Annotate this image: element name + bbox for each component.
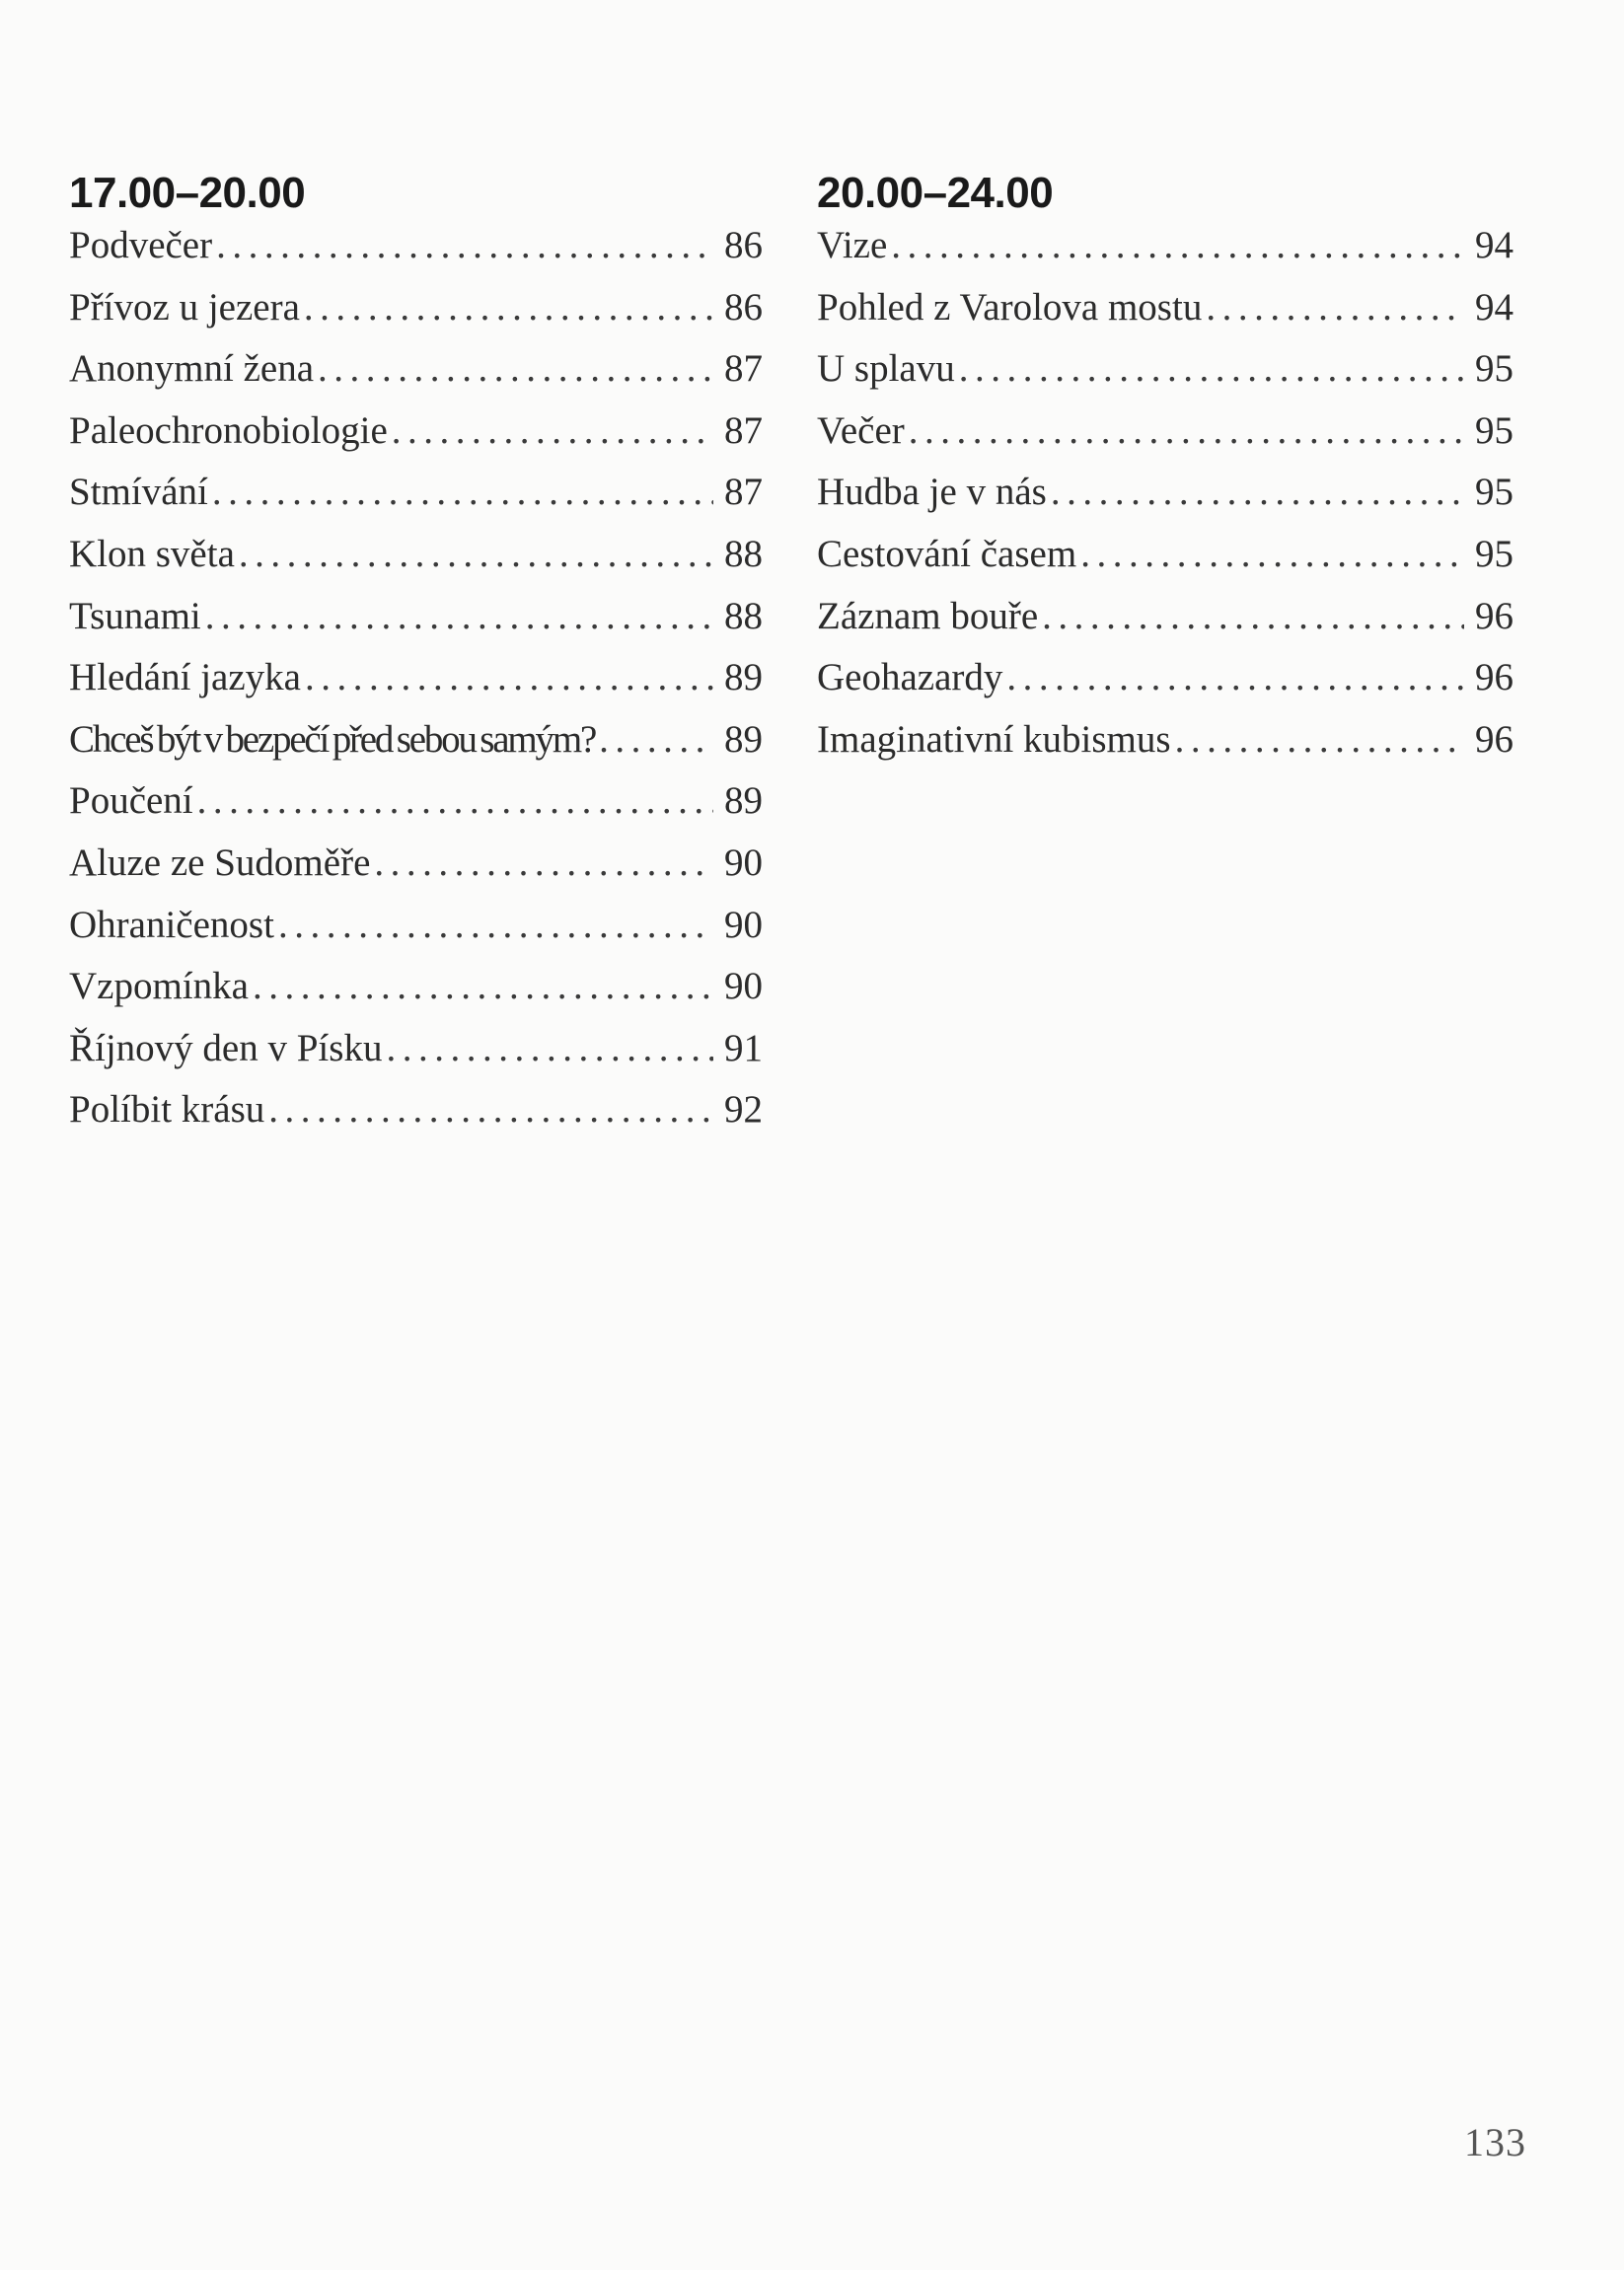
toc-entry-page: 89	[724, 779, 763, 823]
toc-entry-title: Hledání jazyka	[69, 656, 301, 699]
toc-entry-page: 96	[1475, 594, 1513, 637]
toc-entry-page: 89	[724, 717, 763, 761]
toc-entry[interactable]	[69, 1026, 763, 1088]
dot-leader	[212, 470, 713, 514]
toc-list	[69, 223, 763, 1149]
toc-entry-title: Pohled z Varolova mostu	[817, 285, 1203, 329]
toc-entry-title: Přívoz u jezera	[69, 285, 300, 329]
dot-leader	[1006, 655, 1464, 699]
dot-leader	[392, 408, 713, 453]
dot-leader	[205, 594, 713, 638]
toc-entry-title: Záznam bouře	[817, 594, 1039, 637]
toc-entry[interactable]	[69, 346, 763, 408]
toc-entry-title: U splavu	[817, 347, 955, 391]
toc-entry[interactable]	[69, 1087, 763, 1149]
toc-entry-page: 94	[1475, 285, 1513, 329]
toc-entry-page: 86	[724, 285, 763, 329]
toc-entry-title: Poučení	[69, 779, 193, 823]
toc-entry[interactable]	[69, 903, 763, 965]
toc-entry-page: 88	[724, 532, 763, 575]
toc-entry-page: 96	[1475, 717, 1513, 761]
dot-leader	[268, 1087, 713, 1132]
toc-entry-title: Paleochronobiologie	[69, 408, 388, 452]
toc-entry-page: 87	[724, 471, 763, 514]
toc-entry-title: Chceš být v bezpečí před sebou samým?	[69, 717, 596, 761]
toc-entry[interactable]	[69, 285, 763, 347]
section-heading: 20.00–24.00	[817, 169, 1054, 217]
dot-leader	[304, 285, 713, 330]
dot-leader	[599, 717, 713, 762]
dot-leader	[891, 223, 1464, 267]
dot-leader	[909, 408, 1464, 453]
toc-entry[interactable]	[69, 223, 763, 285]
toc-entry-page: 90	[724, 965, 763, 1008]
toc-entry[interactable]	[817, 346, 1513, 408]
toc-entry-page: 92	[724, 1088, 763, 1132]
toc-entry-title: Aluze ze Sudoměře	[69, 841, 371, 884]
toc-entry-title: Říjnový den v Písku	[69, 1026, 383, 1069]
toc-entry-page: 90	[724, 903, 763, 946]
dot-leader	[374, 841, 713, 885]
toc-entry-title: Políbit krásu	[69, 1088, 265, 1132]
dot-leader	[305, 655, 713, 699]
toc-entry[interactable]	[817, 594, 1513, 656]
dot-leader	[1080, 532, 1464, 576]
toc-entry[interactable]	[817, 532, 1513, 594]
dot-leader	[386, 1026, 713, 1070]
toc-entry[interactable]	[69, 408, 763, 471]
toc-entry[interactable]	[69, 717, 763, 779]
dot-leader	[318, 346, 713, 391]
toc-entry-page: 87	[724, 408, 763, 452]
toc-entry-page: 95	[1475, 347, 1513, 391]
toc-entry-page: 88	[724, 594, 763, 637]
toc-entry-page: 90	[724, 841, 763, 884]
dot-leader	[1175, 717, 1464, 762]
toc-entry-page: 95	[1475, 471, 1513, 514]
toc-entry-page: 95	[1475, 408, 1513, 452]
toc-entry-title: Podvečer	[69, 224, 213, 266]
toc-entry-page: 94	[1475, 224, 1513, 266]
toc-section-night	[817, 166, 1513, 778]
dot-leader	[1206, 285, 1464, 330]
toc-entry-title: Večer	[817, 408, 905, 452]
toc-entry[interactable]	[817, 470, 1513, 532]
toc-section-evening	[69, 166, 763, 1149]
toc-entry[interactable]	[69, 655, 763, 717]
dot-leader	[197, 778, 713, 823]
dot-leader	[959, 346, 1464, 391]
toc-entry-title: Cestování časem	[817, 532, 1077, 575]
toc-entry-title: Vize	[817, 224, 888, 266]
toc-entry-title: Ohraničenost	[69, 903, 274, 946]
toc-entry-title: Anonymní žena	[69, 347, 315, 391]
toc-entry-page: 86	[724, 224, 763, 266]
toc-entry[interactable]	[69, 778, 763, 841]
toc-entry[interactable]	[69, 964, 763, 1026]
dot-leader	[216, 223, 713, 267]
toc-entry[interactable]	[69, 470, 763, 532]
toc-entry-title: Geohazardy	[817, 656, 1003, 699]
dot-leader	[239, 532, 713, 576]
toc-entry[interactable]	[817, 223, 1513, 285]
toc-entry-title: Stmívání	[69, 471, 208, 514]
toc-entry[interactable]	[69, 594, 763, 656]
toc-entry-title: Vzpomínka	[69, 965, 249, 1008]
toc-entry-page: 89	[724, 656, 763, 699]
toc-entry-title: Imaginativní kubismus	[817, 717, 1171, 761]
toc-entry[interactable]	[69, 532, 763, 594]
toc-entry[interactable]	[817, 285, 1513, 347]
page-number: 133	[1464, 2120, 1526, 2164]
toc-entry-page: 91	[724, 1026, 763, 1069]
toc-entry-page: 87	[724, 347, 763, 391]
toc-entry-title: Tsunami	[69, 594, 201, 637]
dot-leader	[1051, 470, 1464, 514]
dot-leader	[278, 903, 713, 947]
toc-entry[interactable]	[817, 408, 1513, 471]
toc-entry-title: Klon světa	[69, 532, 235, 575]
toc-entry[interactable]	[817, 655, 1513, 717]
section-heading: 17.00–20.00	[69, 169, 306, 217]
toc-entry-title: Hudba je v nás	[817, 471, 1047, 514]
toc-list	[817, 223, 1513, 778]
toc-entry-page: 95	[1475, 532, 1513, 575]
dot-leader	[253, 964, 713, 1008]
dot-leader	[1042, 594, 1464, 638]
toc-entry-page: 96	[1475, 656, 1513, 699]
toc-entry[interactable]	[69, 841, 763, 903]
toc-entry[interactable]	[817, 717, 1513, 779]
